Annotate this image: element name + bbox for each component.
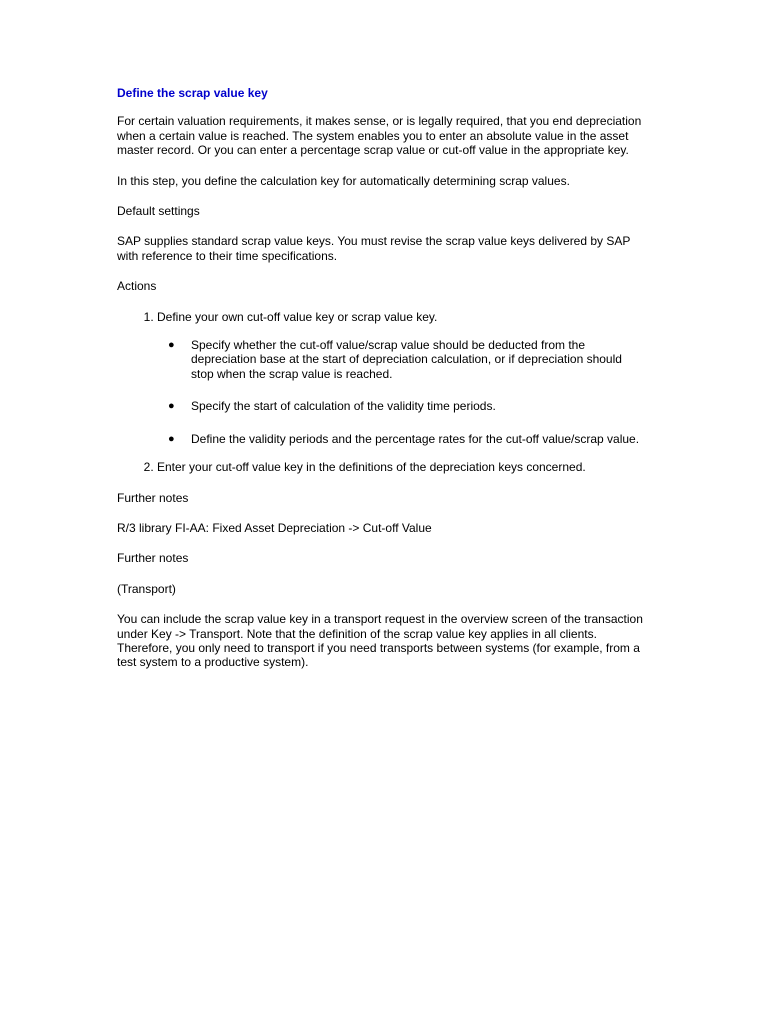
actions-heading: Actions <box>117 279 157 294</box>
transport-heading: (Transport) <box>117 581 176 596</box>
bullet-dot-icon: ● <box>168 400 175 413</box>
action-item-1-text: Define your own cut-off value key or scrap value key. <box>157 309 438 324</box>
bullet-dot-icon: ● <box>168 339 175 352</box>
document-title: Define the scrap value key <box>117 86 268 100</box>
action-item-1-bullets <box>157 338 647 446</box>
transport-paragraph: You can include the scrap value key in a transport request in the overview screen of the transaction under Key -> Transport. Note that the definition of the scrap value key applies in all clients. Therefore, you only need to transport if you need transports between systems (for example, from a test system to a productive system). <box>117 612 643 670</box>
step-paragraph: In this step, you define the calculation key for automatically determining scrap values. <box>117 173 570 188</box>
intro-paragraph: For certain valuation requirements, it makes sense, or is legally required, that you end depreciation when a certain value is reached. The system enables you to enter an absolute value in the asset master record. Or you can enter a percentage scrap value or cut-off value in the appropriate key. <box>117 114 642 158</box>
document-body <box>117 86 647 686</box>
bullet-item <box>168 399 647 414</box>
default-settings-paragraph: SAP supplies standard scrap value keys. You must revise the scrap value keys delivered by SAP with reference to their time specifications. <box>117 234 631 263</box>
bullet-item-text: Specify the start of calculation of the validity time periods. <box>191 399 496 414</box>
library-reference: R/3 library FI-AA: Fixed Asset Depreciation -> Cut-off Value <box>117 520 432 535</box>
actions-list <box>117 310 647 475</box>
bullet-item <box>168 338 647 381</box>
further-notes-heading: Further notes <box>117 490 189 505</box>
default-settings-heading: Default settings <box>117 204 200 219</box>
bullet-item <box>168 431 647 446</box>
bullet-item-text: Define the validity periods and the percentage rates for the cut-off value/scrap value. <box>191 431 640 446</box>
further-notes-heading: Further notes <box>117 551 189 566</box>
bullet-item-text: Specify whether the cut-off value/scrap value should be deducted from the depreciation base at the start of depreciation calculation, or if depreciation should stop when the scrap value is reached. <box>191 338 622 381</box>
action-item-2 <box>157 460 647 474</box>
action-item-1 <box>157 310 647 446</box>
action-item-2-text: Enter your cut-off value key in the definitions of the depreciation keys concerned. <box>157 460 586 475</box>
bullet-dot-icon: ● <box>168 432 175 445</box>
